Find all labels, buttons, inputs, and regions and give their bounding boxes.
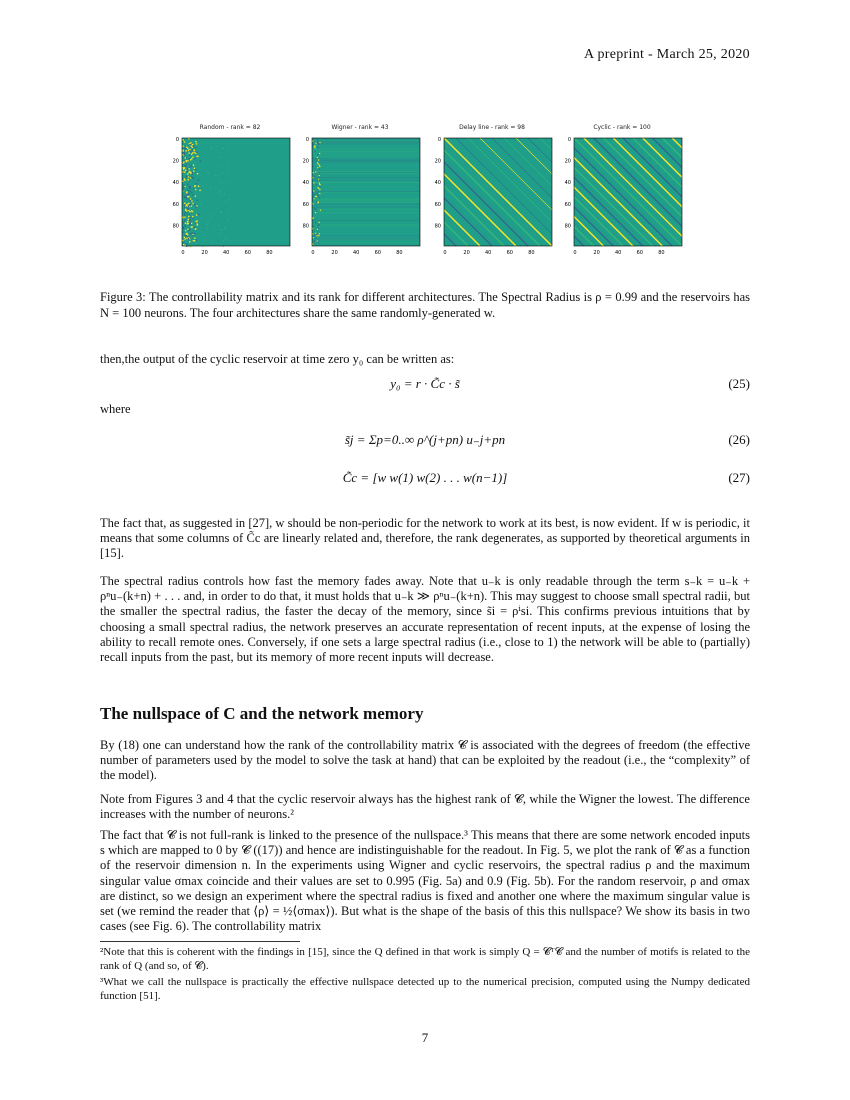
x-tick-label: 80 <box>658 250 665 256</box>
y-tick-label: 40 <box>172 180 179 187</box>
heatmap <box>182 138 290 247</box>
panel-title: Delay line - rank = 98 <box>459 124 525 131</box>
x-tick-label: 20 <box>201 250 208 256</box>
figure-caption: Figure 3: The controllability matrix and its rank for different architectures. The Spectral Radius is ρ = 0.99 and the reservoirs has N = 100 neurons. The four architectures share the same randomly-generated w. <box>100 290 750 320</box>
equation-body: s̃j = Σp=0..∞ ρ^(j+pn) u₋j+pn <box>344 432 506 447</box>
panel-plot <box>300 134 422 264</box>
y-tick-label: 40 <box>564 180 571 187</box>
where-text: where <box>100 402 131 416</box>
panel-plot <box>432 134 554 264</box>
equation-body: C̃c = [w w(1) w(2) . . . w(n−1)] <box>342 470 508 485</box>
equation-number: (25) <box>728 376 750 391</box>
equation-26 <box>100 432 750 462</box>
x-tick-label: 60 <box>506 250 513 256</box>
y-tick-label: 80 <box>302 223 309 230</box>
panel-plot <box>562 134 684 264</box>
y-tick-label: 80 <box>434 223 441 230</box>
y-tick-label: 60 <box>172 201 179 208</box>
x-tick-label: 0 <box>181 250 185 256</box>
footnote-2: ²Note that this is coherent with the findings in [15], since the Q defined in that work is simply Q = 𝓒ᵀ𝓒 and the number of motifs is related to the rank of Q (and so, of 𝓒). <box>100 946 750 972</box>
x-tick-label: 80 <box>528 250 535 256</box>
intro-text: then,the output of the cyclic reservoir at time zero y₀ can be written as: <box>100 352 455 366</box>
y-tick-label: 80 <box>564 223 571 230</box>
x-tick-label: 0 <box>311 250 315 256</box>
y-tick-label: 60 <box>434 201 441 208</box>
y-tick-label: 80 <box>172 223 179 230</box>
figure-3 <box>170 124 690 264</box>
y-tick-label: 0 <box>437 137 441 143</box>
footnote-3: ³What we call the nullspace is practically the effective nullspace detected up to the numerical precision, computed using the Numpy dedicated function [51]. <box>100 976 750 1002</box>
section-title: The nullspace of C and the network memory <box>100 704 424 723</box>
x-tick-label: 80 <box>266 250 273 256</box>
y-tick-label: 40 <box>434 180 441 187</box>
y-tick-label: 0 <box>567 137 571 143</box>
x-tick-label: 0 <box>573 250 577 256</box>
equation-number: (26) <box>728 432 750 447</box>
paragraph-rank-degrees: By (18) one can understand how the rank of the controllability matrix 𝓒 is associated with the degrees of freedom (the effective number of parameters used by the model to solve the task at hand) that can be exploited by the readout (i.e., the “complexity” of the model). <box>100 738 750 783</box>
x-tick-label: 40 <box>353 250 360 256</box>
y-tick-label: 20 <box>434 158 441 165</box>
x-tick-label: 0 <box>443 250 447 256</box>
x-tick-label: 60 <box>636 250 643 256</box>
y-tick-label: 0 <box>305 137 309 143</box>
panel-title: Wigner - rank = 43 <box>331 124 389 131</box>
paragraph-figures-3-4: Note from Figures 3 and 4 that the cyclic reservoir always has the highest rank of 𝓒, while the Wigner the lowest. The difference increases with the number of neurons.² <box>100 792 750 822</box>
y-tick-label: 20 <box>172 158 179 165</box>
heatmap <box>432 138 554 246</box>
x-tick-label: 20 <box>463 250 470 256</box>
x-tick-label: 60 <box>244 250 251 256</box>
y-tick-label: 20 <box>302 158 309 165</box>
page-number: 7 <box>421 1030 429 1045</box>
paragraph-spectral-radius: The spectral radius controls how fast the memory fades away. Note that u₋k is only readable through the term s₋k = u₋k + ρⁿu₋(k+n) + . . . and, in order to do that, it must holds that u₋k ≫ ρⁿu₋(k+n). This may suggest to choose small spectral radii, but the smaller the spectral radius, the faster the decay of the memory, since s̃i = ρⁱsi. This confirms previous intuitions that by choosing a small spectral radius, the network preserves an accurate representation of recent inputs, at the expense of losing the ability to recall remote ones. Conversely, if one sets a large spectral radius (i.e., close to 1) the network will be able to (partially) recall inputs from the past, but its memory of more recent inputs will decrease. <box>100 574 750 665</box>
y-tick-label: 0 <box>175 137 179 143</box>
x-tick-label: 40 <box>615 250 622 256</box>
y-tick-label: 20 <box>564 158 571 165</box>
heatmap <box>312 138 420 246</box>
equation-27 <box>100 470 750 500</box>
x-tick-label: 60 <box>374 250 381 256</box>
x-tick-label: 40 <box>485 250 492 256</box>
y-tick-label: 60 <box>564 201 571 208</box>
panel-plot <box>170 134 292 264</box>
x-tick-label: 80 <box>396 250 403 256</box>
equation-number: (27) <box>728 470 750 485</box>
y-tick-label: 40 <box>302 180 309 187</box>
footnote-divider <box>100 941 300 942</box>
heatmap <box>562 138 684 246</box>
panel-title: Random - rank = 82 <box>199 124 261 131</box>
running-header: A preprint - March 25, 2020 <box>584 47 750 62</box>
paragraph-periodic: The fact that, as suggested in [27], w should be non-periodic for the network to work at its best, is now evident. If w is periodic, it means that some columns of C̃c are linearly related and, therefore, the rank degenerates, as supported by theoretical arguments in [15]. <box>100 516 750 561</box>
panel-title: Cyclic - rank = 100 <box>593 124 651 131</box>
x-tick-label: 40 <box>223 250 230 256</box>
x-tick-label: 20 <box>593 250 600 256</box>
equation-body: y₀ = r · C̃c · s̃ <box>390 376 460 391</box>
y-tick-label: 60 <box>302 201 309 208</box>
x-tick-label: 20 <box>331 250 338 256</box>
paragraph-nullspace: The fact that 𝓒 is not full-rank is linked to the presence of the nullspace.³ This means that there are some network encoded inputs s which are mapped to 0 by 𝓒 ((17)) and hence are indistinguishable for the readout. In Fig. 5, we plot the rank of 𝓒 as a function of the reservoir dimension n. In the experiments using Wigner and cyclic reservoirs, the spectral radius ρ and the maximum singular value σmax coincide and their values are set to 0.995 (Fig. 5a) and 0.9 (Fig. 5b). For the random reservoir, ρ and σmax are distinct, so we design an experiment where the spectral radius is fixed and another one where the maximum singular value is set (we remind the reader that ⟨ρ⟩ = ½⟨σmax⟩). But what is the shape of the basis of this this nullspace? We show its basis in two cases (see Fig. 6). The controllability matrix <box>100 828 750 934</box>
